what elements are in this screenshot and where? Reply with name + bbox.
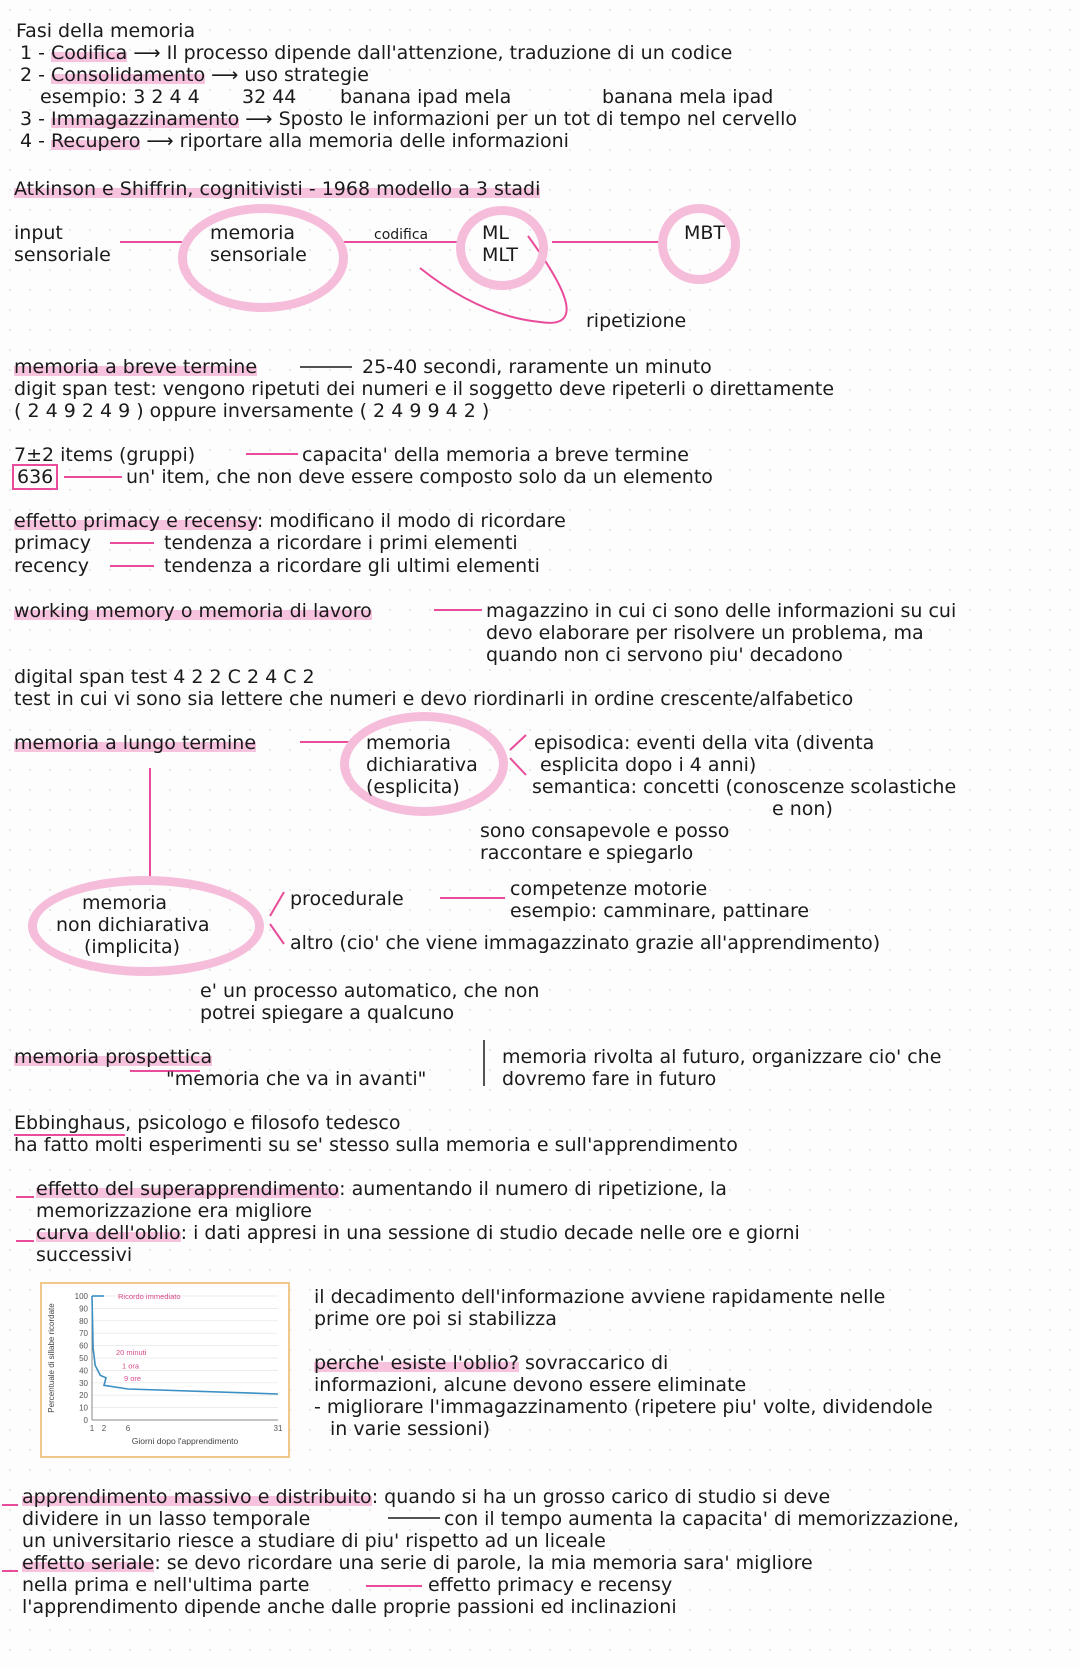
passions-line: l'apprendimento dipende anche dalle proprie passioni ed inclinazioni [22,1596,677,1618]
stm-duration: 25-40 secondi, raramente un minuto [362,356,712,378]
example-groups: 32 44 [242,86,297,108]
step-1-desc: Il processo dipende dall'attenzione, traduzione di un codice [166,42,733,64]
codifica-label: codifica [374,227,429,243]
step-3-term: Immagazzinamento [51,108,240,130]
y-tick-label: 80 [79,1316,88,1326]
example-words-sorted: banana mela ipad [602,86,774,108]
step-4-desc: riportare alla memoria delle informazioni [179,130,569,152]
step-4-number: 4 - [20,130,52,152]
nondeclarative-2: non dichiarativa [56,914,210,936]
x-tick-label: 2 [101,1424,107,1433]
improve-2: in varie sessioni) [330,1418,491,1440]
forgetting-curve [36,1222,800,1244]
y-tick-label: 100 [74,1292,88,1301]
decay-1: il decadimento dell'informazione avviene rapidamente nelle [314,1286,886,1308]
x-tick-label: 1 [89,1424,95,1433]
massive-distributed-4: un universitario riesce a studiare di piu' rispetto ad un liceale [22,1530,606,1552]
item-example-desc: un' item, che non deve essere composto solo da un elemento [126,466,713,488]
chart-annotation: 1 ora [122,1361,140,1371]
forgetting-curve-term: curva dell'oblio [36,1222,181,1244]
prospective-desc-2: dovremo fare in futuro [502,1068,717,1090]
step-4 [20,130,569,152]
prospective-desc-1: memoria rivolta al futuro, organizzare cio' che [502,1046,942,1068]
digit-span-example: ( 2 4 9 2 4 9 ) oppure inversamente ( 2 4 9 9 4 2 ) [14,400,490,422]
automatic-1: e' un processo automatico, che non [200,980,540,1002]
ltm-title-text: memoria a lungo termine [14,732,257,754]
why-forget-2: informazioni, alcune devono essere eliminate [314,1374,747,1396]
items-label: 7±2 items (gruppi) [14,444,196,466]
y-tick-label: 20 [79,1391,88,1401]
y-axis-label: Percentuale di sillabe ricordate [47,1303,56,1413]
sensory-memory-1: memoria [210,222,296,244]
step-4-term: Recupero [51,130,141,152]
ebbinghaus-title [14,1112,401,1134]
working-memory-title [14,600,372,622]
y-tick-label: 90 [79,1304,88,1314]
ripetizione-label: ripetizione [586,310,687,332]
chart-annotation: 20 minuti [116,1347,147,1357]
step-2-desc: uso strategie [244,64,369,86]
wm-desc-2: devo elaborare per risolvere un problema, ma [486,622,924,644]
declarative-3: (esplicita) [366,776,460,798]
example-label: esempio: 3 2 4 4 [40,86,200,108]
primacy-desc: tendenza a ricordare i primi elementi [164,532,518,554]
step-1-term: Codifica [51,42,128,64]
nondeclarative-1: memoria [82,892,168,914]
x-axis-label: Giorni dopo l'apprendimento [131,1436,239,1446]
semantic-2: e non) [772,798,833,820]
serial-effect-desc: : se devo ricordare una serie di parole, la mia memoria sara' migliore [154,1552,813,1574]
y-tick-label: 10 [79,1403,88,1413]
semantic-1: semantica: concetti (conoscenze scolastiche [532,776,957,798]
atkinson-title [14,178,540,200]
primacy-recency-title [14,510,566,532]
massive-distributed-2: dividere in un lasso temporale [22,1508,311,1530]
recency-label: recency [14,555,89,577]
digital-span-desc: test in cui vi sono sia lettere che numeri e devo riordinarli in ordine crescente/alfabetico [14,688,854,710]
ebbinghaus-desc: , psicologo e filosofo tedesco [125,1112,401,1134]
conscious-2: raccontare e spiegarlo [480,842,694,864]
item-box-value: 636 [12,464,58,490]
y-tick-label: 60 [79,1341,88,1351]
y-tick-label: 70 [79,1329,88,1339]
step-3 [20,108,797,130]
decay-2: prime ore poi si stabilizza [314,1308,557,1330]
stm-title [14,356,257,378]
ltm-title [14,732,256,754]
wm-desc-1: magazzino in cui ci sono delle informazioni su cui [486,600,957,622]
step-2-term: Consolidamento [51,64,206,86]
massive-distributed-term: apprendimento massivo e distribuito [22,1486,372,1508]
overlearning-desc: : aumentando il numero di ripetizione, la [339,1178,727,1200]
mlt-label: MLT [482,244,518,266]
overlearning-2: memorizzazione era migliore [36,1200,312,1222]
x-tick-label: 31 [273,1424,283,1433]
overlearning [36,1178,727,1200]
why-forget [314,1352,668,1374]
improve-1: - migliorare l'immagazzinamento (ripetere piu' volte, dividendole [314,1396,933,1418]
recency-desc: tendenza a ricordare gli ultimi elementi [164,555,540,577]
mbt-label: MBT [684,222,726,244]
mbt-circle [658,204,740,284]
fasi-title: Fasi della memoria [16,20,196,42]
arrow-icon: ⟶ [146,130,174,152]
competence-1: competenze motorie [510,878,708,900]
forgetting-curve-2: successivi [36,1244,133,1266]
ebbinghaus-line-2: ha fatto molti esperimenti su se' stesso sulla memoria e sull'apprendimento [14,1134,738,1156]
declarative-2: dichiarativa [366,754,478,776]
items-desc: capacita' della memoria a breve termine [302,444,689,466]
y-tick-label: 40 [79,1366,88,1376]
y-tick-label: 30 [79,1378,88,1388]
automatic-2: potrei spiegare a qualcuno [200,1002,455,1024]
prospective-title [14,1046,212,1068]
step-2 [20,64,369,86]
x-tick-label: 6 [125,1424,131,1433]
step-3-desc: Sposto le informazioni per un tot di tempo nel cervello [278,108,797,130]
overlearning-term: effetto del superapprendimento [36,1178,340,1200]
arrow-icon: ⟶ [133,42,161,64]
primacy-recency-title-text: effetto primacy e recensy [14,510,257,532]
declarative-1: memoria [366,732,452,754]
serial-effect-2: nella prima e nell'ultima parte [22,1574,310,1596]
serial-effect [22,1552,813,1574]
chart-svg [42,1284,288,1456]
y-tick-label: 50 [79,1354,88,1363]
prospective-title-text: memoria prospettica [14,1046,213,1068]
forgetting-curve-desc: : i dati appresi in una sessione di studio decade nelle ore e giorni [180,1222,800,1244]
massive-distributed-desc: : quando si ha un grosso carico di studio si deve [371,1486,831,1508]
why-forget-answer: sovraccarico di [518,1352,669,1374]
procedural-label: procedurale [290,888,404,910]
chart-annotation: Ricordo immediato [118,1292,181,1301]
ml-label: ML [482,222,509,244]
episodic-2: esplicita dopo i 4 anni) [540,754,757,776]
chart-annotation: 9 ore [124,1373,142,1383]
prospective-sub: "memoria che va in avanti" [166,1068,427,1090]
step-1 [20,42,732,64]
arrow-icon: ⟶ [245,108,273,130]
massive-distributed-3: con il tempo aumenta la capacita' di memorizzazione, [444,1508,960,1530]
serial-effect-3: effetto primacy e recensy [428,1574,673,1596]
stm-title-text: memoria a breve termine [14,356,258,378]
atkinson-title-text: Atkinson e Shiffrin, cognitivisti - 1968 modello a 3 stadi [14,178,541,200]
conscious-1: sono consapevole e posso [480,820,730,842]
wm-desc-3: quando non ci servono piu' decadono [486,644,843,666]
episodic-1: episodica: eventi della vita (diventa [534,732,875,754]
input-label-1: input [14,222,63,244]
digit-span-desc: digit span test: vengono ripetuti dei numeri e il soggetto deve ripeterli o direttamente [14,378,835,400]
step-1-number: 1 - [20,42,52,64]
y-tick-label: 0 [83,1416,88,1425]
ebbinghaus-name: Ebbinghaus [14,1112,126,1134]
input-label-2: sensoriale [14,244,111,266]
arrow-icon: ⟶ [211,64,239,86]
massive-distributed [22,1486,830,1508]
other-label: altro (cio' che viene immagazzinato grazie all'apprendimento) [290,932,881,954]
primacy-label: primacy [14,532,91,554]
digital-span-test: digital span test 4 2 2 C 2 4 C 2 [14,666,315,688]
item-example-box [12,466,58,488]
forgetting-curve-chart [40,1282,290,1458]
sensory-memory-2: sensoriale [210,244,307,266]
nondeclarative-3: (implicita) [84,936,181,958]
competence-2: esempio: camminare, pattinare [510,900,810,922]
step-2-number: 2 - [20,64,52,86]
working-memory-title-text: working memory o memoria di lavoro [14,600,372,622]
why-forget-question: perche' esiste l'oblio? [314,1352,519,1374]
step-3-number: 3 - [20,108,52,130]
forgetting-curve-line [92,1296,278,1394]
example-words: banana ipad mela [340,86,512,108]
serial-effect-term: effetto seriale [22,1552,155,1574]
primacy-recency-desc: : modificano il modo di ricordare [256,510,566,532]
